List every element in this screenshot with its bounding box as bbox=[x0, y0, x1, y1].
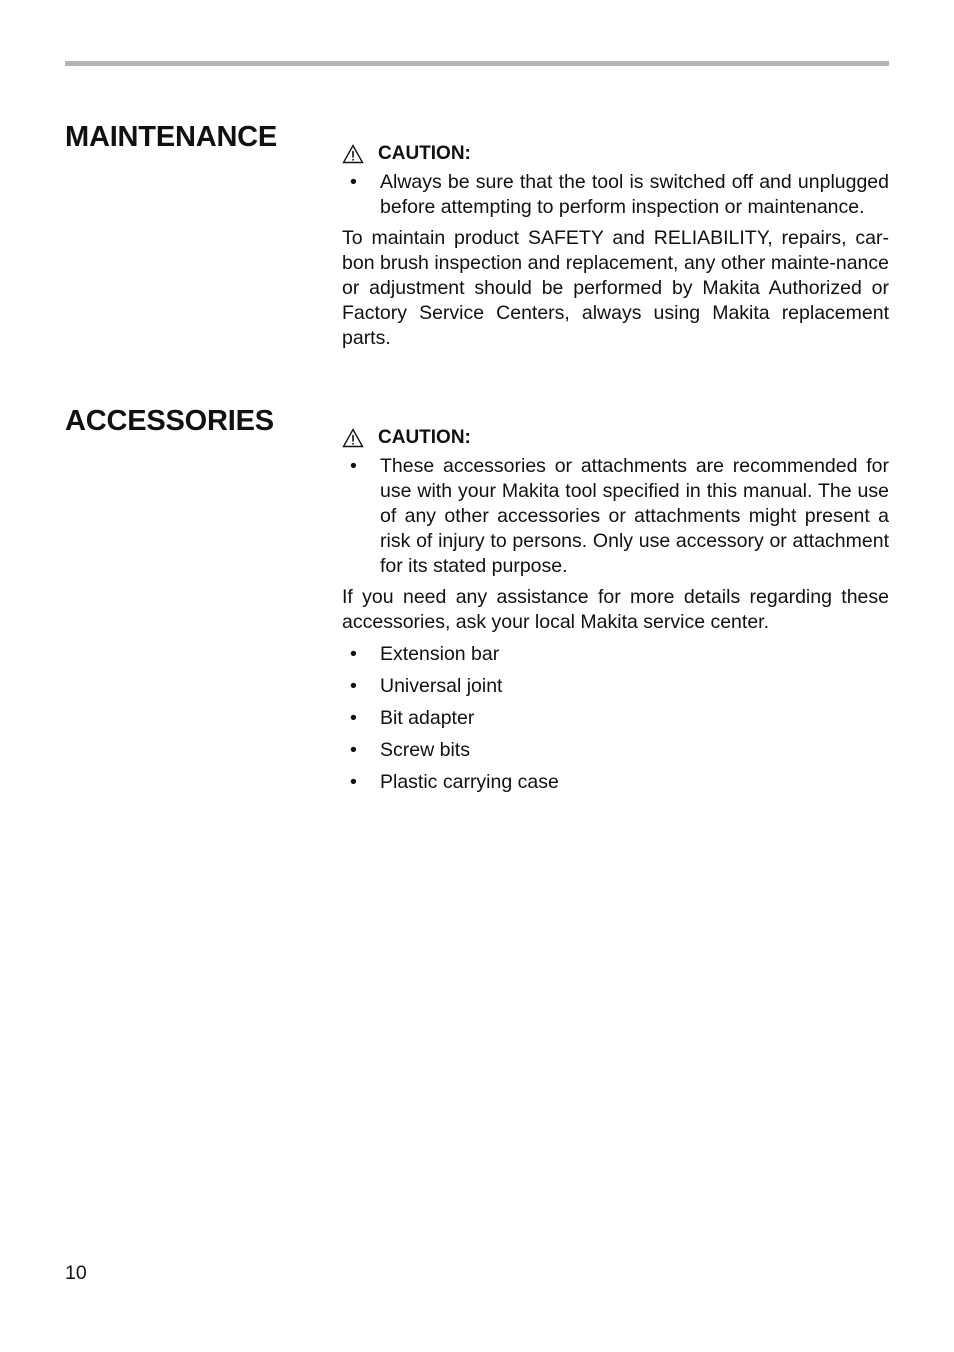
list-item bbox=[342, 674, 889, 699]
accessories-caution-list bbox=[342, 454, 889, 579]
accessory-name: Extension bar bbox=[380, 643, 500, 665]
page-number: 10 bbox=[65, 1262, 87, 1284]
accessories-paragraph: If you need any assistance for more details regarding these accessories, ask your local Makita service center. bbox=[342, 586, 889, 633]
bullet-icon: • bbox=[350, 707, 357, 729]
warning-icon bbox=[342, 428, 364, 448]
bullet-icon: • bbox=[350, 675, 357, 697]
caution-label: CAUTION: bbox=[378, 427, 471, 448]
caution-label: CAUTION: bbox=[378, 143, 471, 164]
caution-text: Always be sure that the tool is switched off and unplugged before attempting to perform inspection or maintenance. bbox=[380, 171, 889, 218]
list-item bbox=[342, 170, 889, 220]
accessory-name: Plastic carrying case bbox=[380, 771, 559, 793]
bullet-icon: • bbox=[350, 739, 357, 761]
accessories-heading: ACCESSORIES bbox=[65, 405, 274, 437]
accessories-caution bbox=[342, 425, 889, 450]
accessories-section bbox=[342, 425, 889, 802]
list-item bbox=[342, 642, 889, 667]
list-item bbox=[342, 454, 889, 579]
accessory-name: Bit adapter bbox=[380, 707, 475, 729]
maintenance-paragraph: To maintain product SAFETY and RELIABILITY, repairs, car-bon brush inspection and replacement, any other mainte-nance or adjustment should be performed by Makita Authorized or Factory Service Centers, always using Makita replacement parts. bbox=[342, 227, 889, 349]
bullet-icon: • bbox=[350, 171, 357, 193]
bullet-icon: • bbox=[350, 643, 357, 665]
accessories-list bbox=[342, 642, 889, 795]
bullet-icon: • bbox=[350, 771, 357, 793]
maintenance-caution bbox=[342, 141, 889, 166]
list-item bbox=[342, 738, 889, 763]
bullet-icon: • bbox=[350, 455, 357, 477]
list-item bbox=[342, 706, 889, 731]
accessory-name: Universal joint bbox=[380, 675, 503, 697]
list-item bbox=[342, 770, 889, 795]
maintenance-caution-list bbox=[342, 170, 889, 220]
warning-icon bbox=[342, 144, 364, 164]
caution-text: These accessories or attachments are recommended for use with your Makita tool specified in this manual. The use of any other accessories or attachments might present a risk of injury to persons. Only use accessory or attachment for its stated purpose. bbox=[380, 455, 889, 577]
maintenance-section bbox=[342, 141, 889, 351]
top-divider bbox=[65, 61, 889, 66]
maintenance-heading: MAINTENANCE bbox=[65, 121, 278, 153]
accessory-name: Screw bits bbox=[380, 739, 470, 761]
